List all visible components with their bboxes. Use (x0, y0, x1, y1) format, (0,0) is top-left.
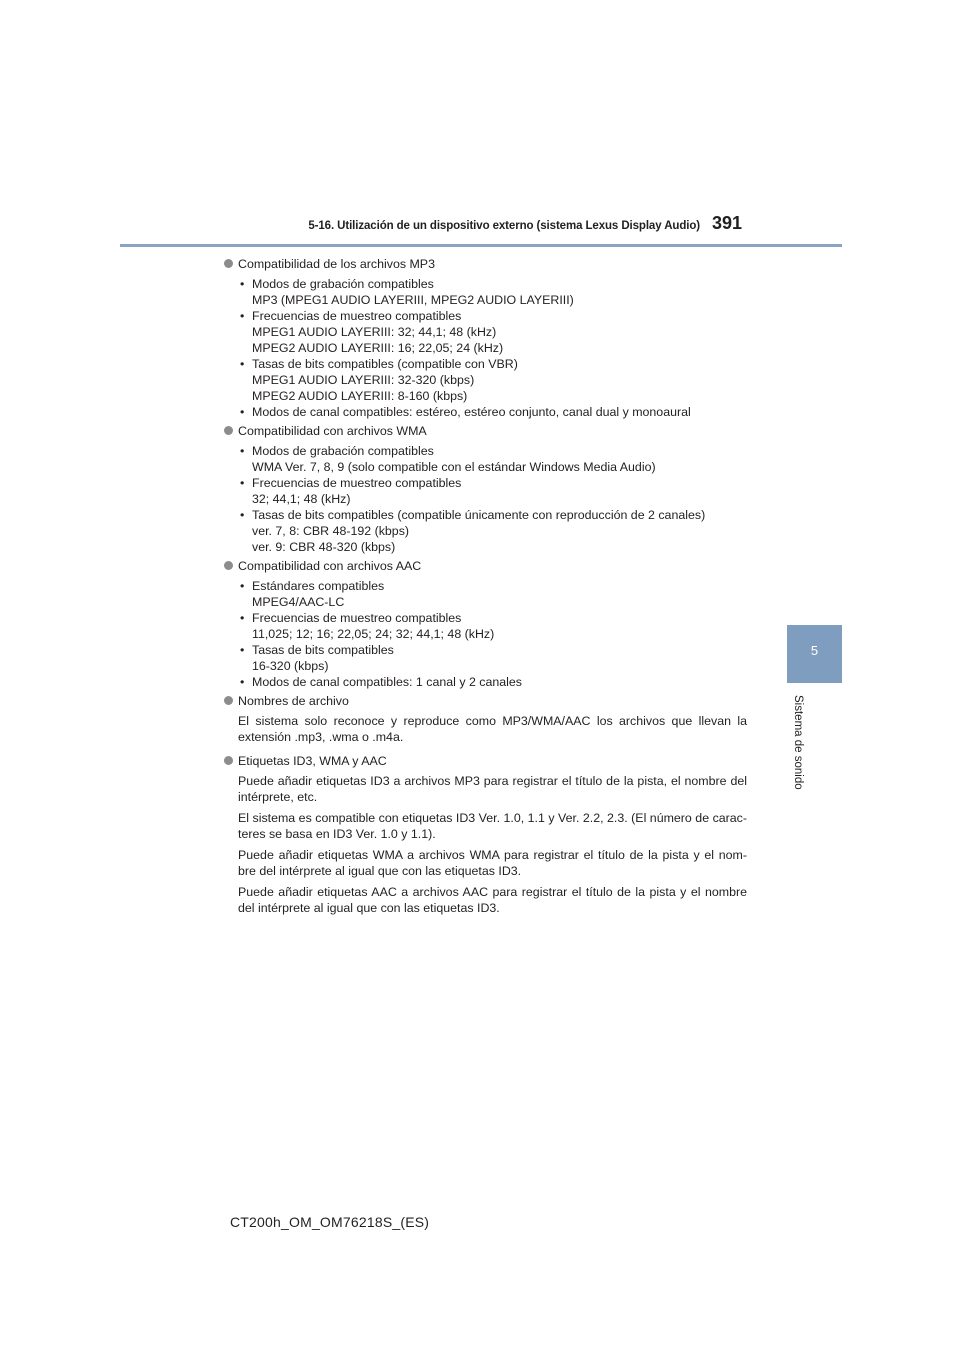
section-heading (224, 423, 747, 439)
bullet-dot-icon (224, 259, 233, 268)
spec-list (224, 276, 747, 420)
body-paragraph: Puede añadir etiquetas ID3 a archivos MP3 para registrar el título de la pista, el nombre del intérprete, etc. (238, 774, 747, 804)
list-bullet-icon: • (240, 405, 245, 419)
spec-list (224, 578, 747, 690)
body-paragraph: El sistema solo reconoce y reproduce como MP3/WMA/AAC los archivos que llevan la extensión .mp3, .wma o .m4a. (238, 714, 747, 744)
spec-label: Modos de canal compatibles: estéreo, estéreo conjunto, canal dual y monoaural (252, 405, 691, 419)
section-heading-text: Compatibilidad con archivos WMA (238, 424, 427, 438)
spec-label: Tasas de bits compatibles (compatible únicamente con reproducción de 2 canales) (252, 508, 706, 522)
spec-list-item (224, 610, 747, 642)
spec-list-item (224, 475, 747, 507)
chapter-number: 5 (810, 643, 819, 658)
list-bullet-icon: • (240, 508, 245, 522)
spec-list-item (224, 674, 747, 690)
list-bullet-icon: • (240, 611, 245, 625)
page-number: 391 (712, 213, 743, 233)
content-section (224, 256, 747, 422)
spec-label: Frecuencias de muestreo compatibles (252, 309, 462, 323)
spec-value: MPEG1 AUDIO LAYERIII: 32; 44,1; 48 (kHz) (252, 325, 497, 339)
spec-value: WMA Ver. 7, 8, 9 (solo compatible con el estándar Windows Media Audio) (252, 460, 656, 474)
spec-value: 11,025; 12; 16; 22,05; 24; 32; 44,1; 48 (kHz) (252, 627, 495, 641)
spec-label: Estándares compatibles (252, 579, 385, 593)
list-bullet-icon: • (240, 309, 245, 323)
list-bullet-icon: • (240, 357, 245, 371)
chapter-label: Sistema de sonido (792, 695, 804, 790)
content-section (224, 558, 747, 692)
spec-label: Modos de canal compatibles: 1 canal y 2 canales (252, 675, 522, 689)
section-heading-text: Compatibilidad con archivos AAC (238, 559, 422, 573)
spec-list (224, 443, 747, 555)
list-bullet-icon: • (240, 476, 245, 490)
content-section (224, 693, 747, 752)
list-bullet-icon: • (240, 277, 245, 291)
spec-list-item (224, 276, 747, 308)
spec-value: 16-320 (kbps) (252, 659, 329, 673)
page-content (224, 256, 747, 924)
list-bullet-icon: • (240, 675, 245, 689)
bullet-dot-icon (224, 426, 233, 435)
document-id: CT200h_OM_OM76218S_(ES) (230, 1214, 430, 1230)
spec-list-item (224, 404, 747, 420)
list-bullet-icon: • (240, 579, 245, 593)
list-bullet-icon: • (240, 643, 245, 657)
list-bullet-icon: • (240, 444, 245, 458)
spec-label: Modos de grabación compatibles (252, 277, 434, 291)
spec-label: Tasas de bits compatibles (252, 643, 394, 657)
bullet-dot-icon (224, 696, 233, 705)
spec-value: MPEG2 AUDIO LAYERIII: 16; 22,05; 24 (kHz) (252, 341, 504, 355)
chapter-tab (787, 625, 842, 683)
spec-value: ver. 7, 8: CBR 48-192 (kbps) (252, 524, 410, 538)
spec-list-item (224, 443, 747, 475)
bullet-dot-icon (224, 561, 233, 570)
body-paragraph: Puede añadir etiquetas WMA a archivos WMA para registrar el título de la pista y el nom- bre del intérprete al igual que con las etiquetas ID3. (238, 848, 747, 878)
spec-list-item (224, 507, 747, 555)
spec-value: 32; 44,1; 48 (kHz) (252, 492, 351, 506)
spec-value: MPEG2 AUDIO LAYERIII: 8-160 (kbps) (252, 389, 468, 403)
section-heading-text: Etiquetas ID3, WMA y AAC (238, 754, 387, 768)
body-paragraph: Puede añadir etiquetas AAC a archivos AAC para registrar el título de la pista y el nombre del intérprete al igual que con las etiquetas ID3. (238, 885, 747, 915)
spec-label: Frecuencias de muestreo compatibles (252, 476, 462, 490)
header-divider (120, 244, 842, 247)
section-heading (224, 753, 747, 769)
content-section (224, 753, 747, 923)
section-heading (224, 693, 747, 709)
spec-value: ver. 9: CBR 48-320 (kbps) (252, 540, 396, 554)
spec-list-item (224, 356, 747, 404)
section-heading-text: Nombres de archivo (238, 694, 349, 708)
section-heading (224, 558, 747, 574)
spec-value: MPEG1 AUDIO LAYERIII: 32-320 (kbps) (252, 373, 475, 387)
body-paragraph: El sistema es compatible con etiquetas ID3 Ver. 1.0, 1.1 y Ver. 2.2, 2.3. (El número de carac- teres se basa en ID3 Ver. 1.0 y 1.1). (238, 811, 747, 841)
section-heading (224, 256, 747, 272)
section-heading-text: Compatibilidad de los archivos MP3 (238, 257, 435, 271)
spec-list-item (224, 578, 747, 610)
running-header-title: 5-16. Utilización de un dispositivo externo (sistema Lexus Display Audio) (308, 220, 700, 232)
spec-label: Modos de grabación compatibles (252, 444, 434, 458)
spec-list-item (224, 308, 747, 356)
spec-value: MP3 (MPEG1 AUDIO LAYERIII, MPEG2 AUDIO LAYERIII) (252, 293, 574, 307)
spec-label: Frecuencias de muestreo compatibles (252, 611, 462, 625)
content-section (224, 423, 747, 557)
bullet-dot-icon (224, 756, 233, 765)
spec-label: Tasas de bits compatibles (compatible con VBR) (252, 357, 518, 371)
spec-value: MPEG4/AAC-LC (252, 595, 345, 609)
spec-list-item (224, 642, 747, 674)
